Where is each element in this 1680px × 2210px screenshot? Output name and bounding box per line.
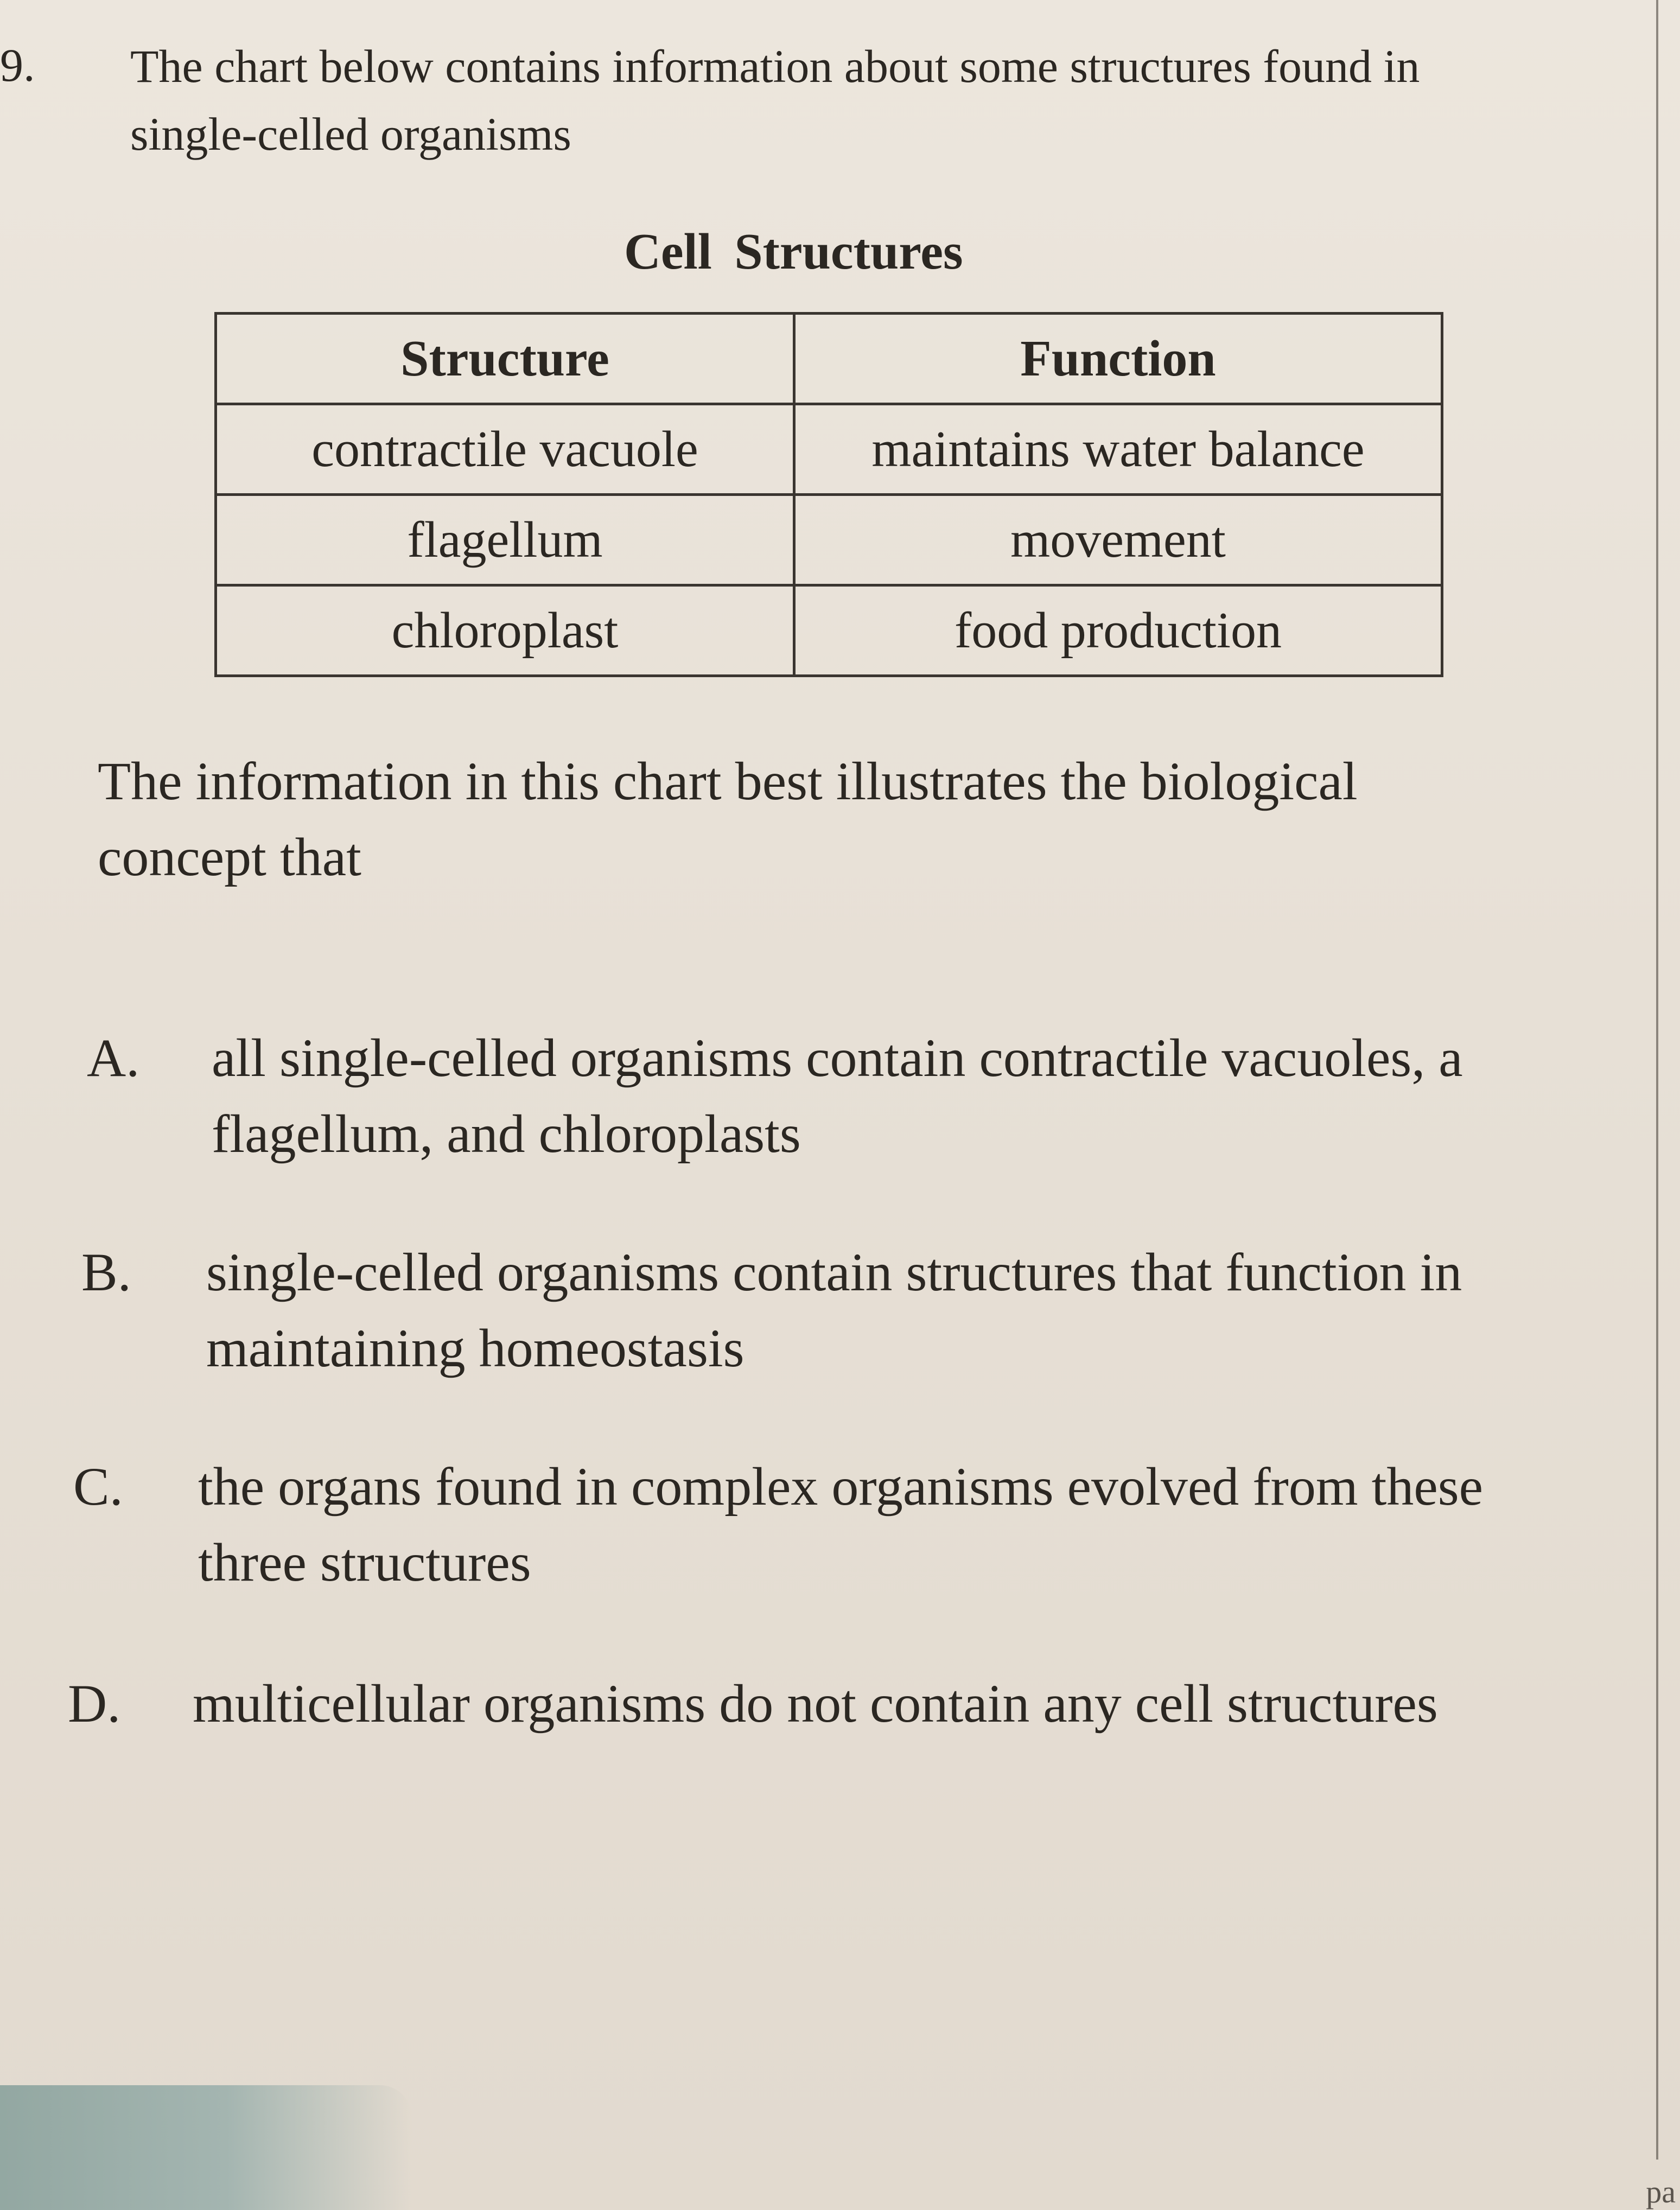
choice-letter: D. (68, 1673, 121, 1734)
header-structure: Structure (216, 314, 794, 404)
header-function: Function (794, 314, 1442, 404)
choice-text: single-celled organisms contain structures that function in maintaining homeostasis (206, 1242, 1462, 1378)
table-row (216, 495, 1442, 585)
structure-cell: chloroplast (216, 585, 794, 676)
choice-letter: B. (81, 1242, 131, 1302)
structure-cell: flagellum (216, 495, 794, 585)
question-prompt: The information in this chart best illustrates the biological concept that (98, 751, 1358, 887)
choice-letter: C. (73, 1456, 123, 1517)
page-edge-line (1656, 0, 1658, 2160)
question-number: 9. (0, 39, 35, 91)
choice-text: multicellular organisms do not contain any cell structures (193, 1673, 1438, 1734)
table-row (216, 404, 1442, 495)
cell-structures-table (214, 312, 1443, 677)
page-corner-text: pa (1646, 2174, 1676, 2209)
function-cell: food production (794, 585, 1442, 676)
table-row (216, 585, 1442, 676)
question-stem: The chart below contains information about some structures found in single-celled organisms (130, 40, 1420, 160)
function-cell: maintains water balance (794, 404, 1442, 495)
chart-title: Cell Structures (624, 224, 963, 280)
function-cell: movement (794, 495, 1442, 585)
table-header-row (216, 314, 1442, 404)
choice-text: all single-celled organisms contain contractile vacuoles, a flagellum, and chloroplasts (212, 1028, 1463, 1164)
choice-letter: A. (87, 1028, 140, 1088)
choice-text: the organs found in complex organisms evolved from these three structures (198, 1456, 1484, 1593)
structure-cell: contractile vacuole (216, 404, 794, 495)
bottom-shadow (0, 2085, 412, 2210)
